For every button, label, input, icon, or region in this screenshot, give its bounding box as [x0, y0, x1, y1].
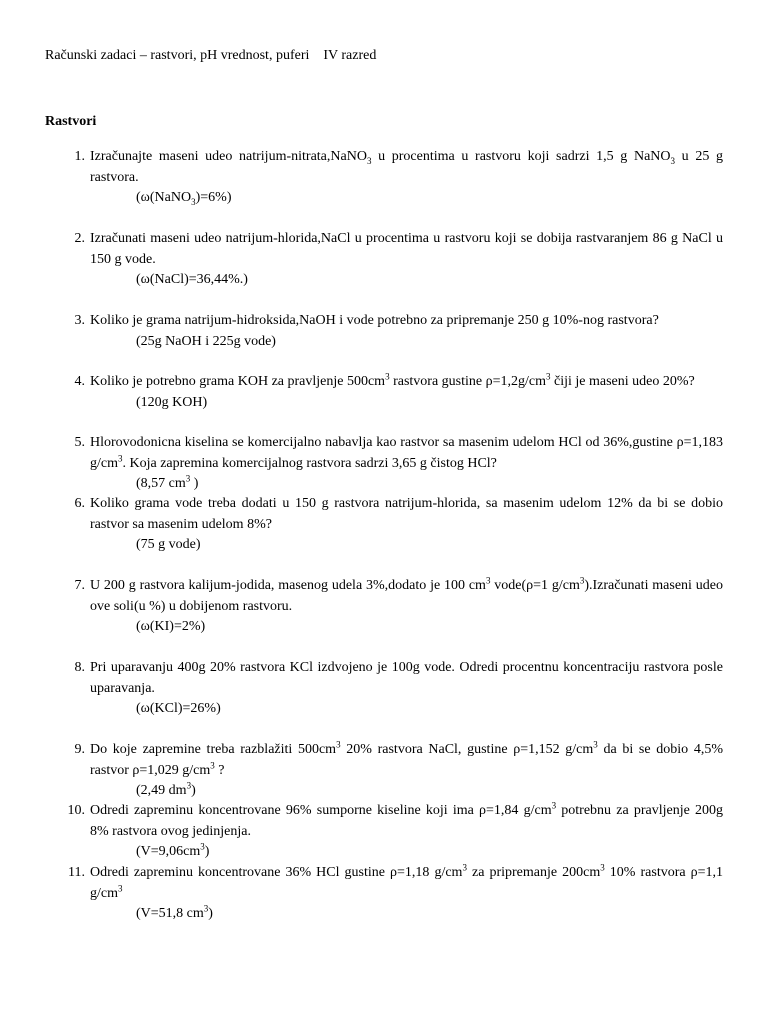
question-answer: (ω(NaCl)=36,44%.)	[136, 272, 248, 287]
question-text: Odredi zapreminu koncentrovane 36% HCl gustine ρ=1,18 $g/cm^3$ za pripremanje $200cm^3$ 10% rastvora ρ=1,1 $g/cm^3$	[90, 862, 723, 901]
question-item	[45, 372, 723, 413]
question-item	[45, 147, 723, 209]
question-text: Koliko je grama natrijum-hidroksida,NaOH i vode potrebno za pripremanje 250 g 10%-nog rastvora?	[90, 313, 659, 328]
question-answer: (25g NaOH i 225g vode)	[136, 333, 276, 349]
question-item	[45, 740, 723, 802]
question-item	[45, 433, 723, 495]
question-answer: (ω(KCl)=26%)	[136, 701, 221, 716]
question-answer: (75 g vode)	[136, 537, 201, 552]
question-answer: (ω(KI)=2%)	[136, 619, 206, 634]
question-item	[45, 229, 723, 291]
question-item	[45, 658, 723, 720]
question-item	[45, 801, 723, 863]
question-number: 3.	[74, 313, 85, 328]
question-number: 7.	[74, 578, 85, 593]
question-number: 1.	[74, 149, 85, 164]
question-number: 10.	[67, 803, 85, 818]
question-text: Do koje zapremine treba razblažiti $500cm^3$ 20% rastvora NaCl, gustine ρ=1,152 $g/cm^3$ da bi se dobio 4,5% rastvor ρ=1,029 $g/cm^3$ ?	[90, 739, 723, 778]
question-number: 5.	[74, 435, 85, 450]
question-answer: (120g KOH)	[136, 394, 208, 410]
question-number: 2.	[74, 231, 85, 246]
question-answer: $(V=9,06cm^3)$	[136, 841, 210, 859]
question-text: Koliko je potrebno grama KOH za pravljenje $500cm^3$ rastvora gustine $\rho=1,2g/cm^3$ čiji je maseni udeo 20%?	[90, 371, 695, 389]
question-item	[45, 576, 723, 638]
question-text: Odredi zapreminu koncentrovane 96% sumporne kiseline koji ima ρ=1,84 $g/cm^3$ potrebnu za pravljenje 200g 8% rastvora ovog jedinjenja.	[90, 800, 723, 839]
question-item	[45, 863, 723, 925]
question-text: Koliko grama vode treba dodati u 150 g rastvora natrijum-hlorida, sa masenim udelom 12% da bi se dobio rastvor sa masenim udelom 8%?	[90, 496, 723, 532]
question-number: 6.	[74, 496, 85, 511]
section-title: Rastvori	[45, 114, 97, 129]
document-title: Računski zadaci – rastvori, pH vrednost, puferi IV razred	[45, 48, 377, 63]
question-answer: (V=51,8 $cm^3$)	[136, 903, 213, 921]
question-answer: (2,49 $dm^3$)	[136, 780, 196, 798]
question-number: 4.	[74, 374, 85, 389]
question-number: 11.	[68, 865, 85, 880]
question-answer: (8,57 $cm^3$ )	[136, 473, 199, 491]
question-text: Hlorovodonicna kiselina se komercijalno nabavlja kao rastvor sa masenim udelom HCl od 36%,gustine ρ=1,183 $g/cm^3$. Koja zapremina komercijalnog rastvora sadrzi 3,65 g čistog HCl?	[90, 435, 723, 471]
question-number: 9.	[74, 742, 85, 757]
question-text: U 200 g rastvora kalijum-jodida, masenog udela 3%,dodato je 100 $cm^3$ vode(ρ=1 $g/cm^3).Izračunati$ maseni udeo ove soli(u %) u dobijenom rastvoru.	[90, 575, 723, 614]
question-number: 8.	[74, 660, 85, 675]
question-text: Izračunajte maseni udeo natrijum-nitrata,NaNO$_3$ u procentima u rastvoru koji sadrzi 1,5 g NaNO$_3$ u 25 g rastvora.	[90, 149, 724, 185]
question-item	[45, 311, 723, 352]
question-item	[45, 494, 723, 556]
question-text: Izračunati maseni udeo natrijum-hlorida,NaCl u procentima u rastvoru koji se dobija rastvaranjem 86 g NaCl u 150 g vode.	[90, 231, 723, 267]
question-answer: (ω(NaNO$_3$)=6%)	[136, 190, 232, 207]
question-text: Pri uparavanju 400g 20% rastvora KCl izdvojeno je 100g vode. Odredi procentnu koncentraciju rastvora posle uparavanja.	[90, 660, 723, 696]
